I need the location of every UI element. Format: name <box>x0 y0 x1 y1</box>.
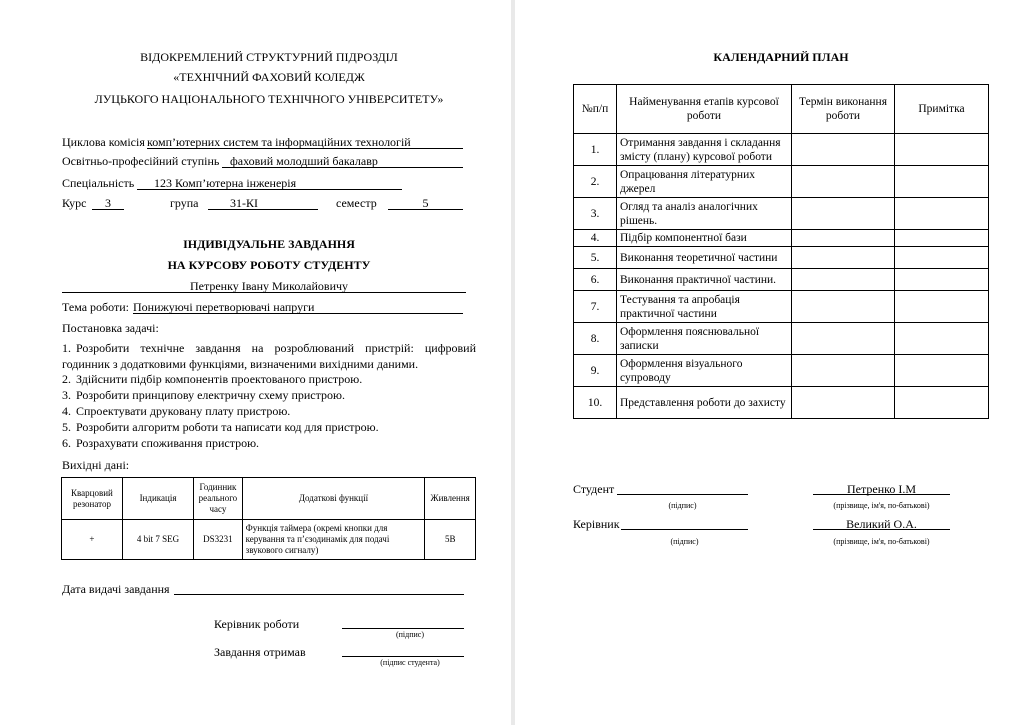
commission-value: комп’ютерних систем та інформаційних технологій <box>147 135 411 149</box>
table-cell: 4. <box>574 230 617 247</box>
tasks-label: Постановка задачі: <box>62 321 159 335</box>
student-name-caption: (прізвище, ім'я, по-батькові) <box>833 501 930 510</box>
table-cell: 2. <box>574 166 617 198</box>
student-sign-caption: (підпис) <box>668 501 697 510</box>
table-row <box>574 387 989 419</box>
note-cell <box>895 230 989 247</box>
note-cell <box>895 166 989 198</box>
topic-value: Понижуючі перетворювачі напруги <box>133 300 315 314</box>
task-item-1-continuation: годинник з додатковими функціями, визначеними вихідними даними. <box>62 357 419 371</box>
degree-label: Освітньо-професійний ступінь <box>62 154 220 168</box>
semester-underline <box>388 209 463 210</box>
topic-underline <box>133 313 463 314</box>
task-item-1: 1. Розробити технічне завдання на розроблюваний пристрій: цифровий <box>62 341 476 355</box>
specialty-underline <box>137 189 402 190</box>
supervisor-sign-caption: (підпис) <box>395 630 424 639</box>
table-row <box>574 247 989 269</box>
table-row <box>574 355 989 387</box>
table-row <box>574 134 989 166</box>
task-item-3: 3. Розробити принципову електричну схему пристрою. <box>62 388 345 402</box>
task-item-6: 6. Розрахувати споживання пристрою. <box>62 436 260 450</box>
course-underline <box>92 209 124 210</box>
supervisor-full-name: Великий О.А. <box>846 517 917 531</box>
student-full-name: Петренко І.М <box>846 482 917 496</box>
term-cell <box>792 247 895 269</box>
supervisor-label: Керівник роботи <box>214 617 300 631</box>
degree-underline <box>222 167 463 168</box>
table-cell: Отримання завдання і складання змісту (плану) курсової роботи <box>617 134 792 166</box>
commission-underline <box>147 148 463 149</box>
table-cell: Виконання практичної частини. <box>617 269 792 291</box>
received-sign-line <box>342 656 464 657</box>
supervisor-name-caption: (прізвище, ім'я, по-батькові) <box>833 537 930 546</box>
table-row <box>574 323 989 355</box>
received-label: Завдання отримав <box>214 645 306 659</box>
table-row <box>574 166 989 198</box>
received-sign-caption: (підпис студента) <box>380 658 440 667</box>
table-cell: Опрацювання літературних джерел <box>617 166 792 198</box>
table-row <box>574 198 989 230</box>
table-cell: DS3231 <box>194 520 243 560</box>
note-cell <box>895 355 989 387</box>
term-cell <box>792 230 895 247</box>
term-cell <box>792 198 895 230</box>
group-underline <box>208 209 318 210</box>
group-label: група <box>170 196 199 210</box>
calendar-plan-table <box>573 84 989 419</box>
calendar-supervisor-label: Керівник <box>573 517 620 531</box>
commission-label: Циклова комісія <box>62 135 145 149</box>
task-item-5: 5. Розробити алгоритм роботи та написати код для пристрою. <box>62 420 379 434</box>
table-cell: Підбір компонентної бази <box>617 230 792 247</box>
table-cell: Тестування та апробація практичної частини <box>617 291 792 323</box>
table-cell: Оформлення пояснювальної записки <box>617 323 792 355</box>
task-page <box>0 0 511 725</box>
table-cell: Виконання теоретичної частини <box>617 247 792 269</box>
topic-label: Тема роботи: <box>62 300 129 314</box>
table-cell: 10. <box>574 387 617 419</box>
table-header-cell: Кварцовий резонатор <box>62 478 123 520</box>
table-cell: 8. <box>574 323 617 355</box>
note-cell <box>895 387 989 419</box>
table-row <box>574 269 989 291</box>
calendar-plan-title: КАЛЕНДАРНИЙ ПЛАН <box>713 50 849 64</box>
student-name: Петренку Івану Миколайовичу <box>189 279 349 293</box>
note-cell <box>895 269 989 291</box>
issue-date-line <box>174 594 464 595</box>
table-header-cell: Годинник реального часу <box>194 478 243 520</box>
table-header-row <box>574 85 989 134</box>
table-cell: + <box>62 520 123 560</box>
semester-value: 5 <box>422 196 429 210</box>
table-cell: 3. <box>574 198 617 230</box>
input-data-label: Вихідні дані: <box>62 458 130 472</box>
calendar-supervisor-sign-caption: (підпис) <box>670 537 699 546</box>
table-row <box>574 230 989 247</box>
table-row <box>574 291 989 323</box>
table-cell: 6. <box>574 269 617 291</box>
term-cell <box>792 134 895 166</box>
table-cell: Оформлення візуального супроводу <box>617 355 792 387</box>
semester-label: семестр <box>336 196 377 210</box>
course-value: 3 <box>105 196 111 210</box>
student-name-line <box>813 494 950 495</box>
note-cell <box>895 247 989 269</box>
title-line-2: НА КУРСОВУ РОБОТУ СТУДЕНТУ <box>167 258 371 272</box>
term-cell <box>792 355 895 387</box>
table-header-cell: Примітка <box>895 85 989 134</box>
table-cell: 5. <box>574 247 617 269</box>
specialty-label: Спеціальність <box>62 176 135 190</box>
table-header-cell: Індикація <box>122 478 193 520</box>
supervisor-name-line <box>813 529 950 530</box>
table-header-cell: Живлення <box>425 478 476 520</box>
note-cell <box>895 134 989 166</box>
student-name-underline <box>62 292 466 293</box>
title-line-1: ІНДИВІДУАЛЬНЕ ЗАВДАННЯ <box>183 237 355 251</box>
table-cell: 9. <box>574 355 617 387</box>
table-cell: 7. <box>574 291 617 323</box>
term-cell <box>792 291 895 323</box>
calendar-supervisor-sign-line <box>621 529 748 530</box>
term-cell <box>792 166 895 198</box>
issue-date-label: Дата видачі завдання <box>62 582 170 596</box>
table-header-cell: №п/п <box>574 85 617 134</box>
table-header-cell: Термін виконання роботи <box>792 85 895 134</box>
table-cell: 4 bit 7 SEG <box>122 520 193 560</box>
table-cell: 5В <box>425 520 476 560</box>
table-header-cell: Додаткові функції <box>242 478 425 520</box>
table-header-cell: Найменування етапів курсової роботи <box>617 85 792 134</box>
table-cell: 1. <box>574 134 617 166</box>
table-cell: Функція таймера (окремі кнопки для керування та п’єзодинамік для подачі звукового сигналу) <box>242 520 425 560</box>
note-cell <box>895 198 989 230</box>
term-cell <box>792 387 895 419</box>
college-header-line-1: ВІДОКРЕМЛЕНИЙ СТРУКТУРНИЙ ПІДРОЗДІЛ <box>140 50 398 64</box>
college-header-line-2: «ТЕХНІЧНИЙ ФАХОВИЙ КОЛЕДЖ <box>173 70 365 84</box>
table-cell: Огляд та аналіз аналогічних рішень. <box>617 198 792 230</box>
supervisor-sign-line <box>342 628 464 629</box>
course-label: Курс <box>62 196 87 210</box>
term-cell <box>792 269 895 291</box>
table-header-row <box>62 478 476 520</box>
student-label: Студент <box>573 482 615 496</box>
term-cell <box>792 323 895 355</box>
task-item-2: 2. Здійснити підбір компонентів проектованого пристрою. <box>62 372 363 386</box>
input-data-table <box>61 477 476 560</box>
group-value: 31-КІ <box>230 196 258 210</box>
college-header-line-3: ЛУЦЬКОГО НАЦІОНАЛЬНОГО ТЕХНІЧНОГО УНІВЕРСИТЕТУ» <box>94 92 444 106</box>
note-cell <box>895 291 989 323</box>
calendar-plan-page <box>515 0 1024 725</box>
degree-value: фаховий молодший бакалавр <box>230 154 378 168</box>
specialty-value: 123 Комп’ютерна інженерія <box>154 176 297 190</box>
note-cell <box>895 323 989 355</box>
table-cell: Представлення роботи до захисту <box>617 387 792 419</box>
student-sign-line <box>617 494 748 495</box>
task-item-4: 4. Спроектувати друковану плату пристрою. <box>62 404 291 418</box>
table-row <box>62 520 476 560</box>
